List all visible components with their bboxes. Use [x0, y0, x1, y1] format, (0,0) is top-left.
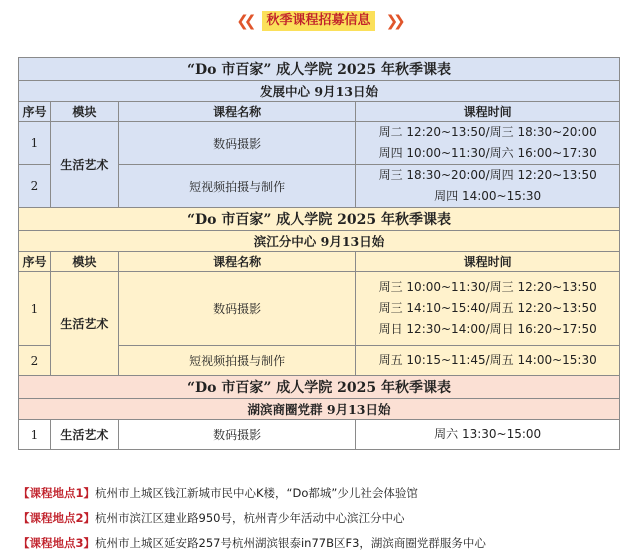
col-header-course: 课程名称 [118, 252, 356, 272]
section-hubin-center [19, 376, 620, 450]
schedule-table [18, 57, 620, 450]
row-times [356, 165, 620, 208]
section-center: 湖滨商圈党群 9月13日始 [19, 399, 620, 420]
time-slot: 周四 14:00~15:30 [434, 189, 542, 203]
row-no: 1 [19, 122, 51, 165]
time-slot: 周三 10:00~11:30/周三 12:20~13:50 [378, 280, 597, 294]
row-course: 短视频拍摄与制作 [118, 346, 356, 376]
row-times [356, 346, 620, 376]
section-development-center [19, 58, 620, 208]
table-header-row [19, 102, 620, 122]
page-header [0, 10, 637, 32]
page-title: 秋季课程招募信息 [262, 11, 374, 31]
time-slot: 周六 13:30~15:00 [434, 427, 542, 441]
row-times [356, 420, 620, 450]
time-slot: 周日 12:30~14:00/周日 16:20~17:50 [378, 322, 597, 336]
row-course: 数码摄影 [118, 122, 356, 165]
section-title: “Do 市百家” 成人学院 2025 年秋季课表 [19, 208, 620, 231]
row-no: 2 [19, 165, 51, 208]
row-times [356, 272, 620, 346]
location-address: 杭州市滨江区建业路950号，杭州青少年活动中心滨江分中心 [95, 511, 405, 525]
row-module: 生活艺术 [50, 272, 118, 376]
row-module: 生活艺术 [50, 420, 118, 450]
row-course: 数码摄影 [118, 272, 356, 346]
table-header-row [19, 252, 620, 272]
location-label: 【课程地点3】 [18, 536, 96, 550]
row-no: 1 [19, 272, 51, 346]
time-slot: 周五 10:15~11:45/周五 14:00~15:30 [378, 353, 597, 367]
row-course: 短视频拍摄与制作 [118, 165, 356, 208]
col-header-no: 序号 [19, 252, 51, 272]
row-no: 2 [19, 346, 51, 376]
row-times [356, 122, 620, 165]
col-header-time: 课程时间 [356, 102, 620, 122]
section-title: “Do 市百家” 成人学院 2025 年秋季课表 [19, 376, 620, 399]
location-note [18, 484, 628, 509]
row-course: 数码摄影 [118, 420, 356, 450]
location-note [18, 534, 628, 559]
row-no: 1 [19, 420, 51, 450]
location-note [18, 509, 628, 534]
time-slot: 周三 14:10~15:40/周五 12:20~13:50 [378, 301, 597, 315]
location-notes [18, 484, 628, 559]
table-row [19, 420, 620, 450]
col-header-time: 课程时间 [356, 252, 620, 272]
section-binjiang-center [19, 208, 620, 376]
location-label: 【课程地点2】 [18, 511, 96, 525]
location-address: 杭州市上城区钱江新城市民中心K楼，“Do都城”少儿社会体验馆 [95, 486, 418, 500]
location-address: 杭州市上城区延安路257号杭州湖滨银泰in77B区F3，湖滨商圈党群服务中心 [95, 536, 486, 550]
col-header-course: 课程名称 [118, 102, 356, 122]
chevron-right-icon: ❯❯ [385, 11, 401, 30]
section-center: 发展中心 9月13日始 [19, 81, 620, 102]
chevron-left-icon: ❮❮ [236, 11, 252, 30]
time-slot: 周四 10:00~11:30/周六 16:00~17:30 [378, 146, 597, 160]
col-header-module: 模块 [50, 102, 118, 122]
table-row [19, 272, 620, 346]
table-row [19, 122, 620, 165]
time-slot: 周二 12:20~13:50/周三 18:30~20:00 [378, 125, 597, 139]
col-header-no: 序号 [19, 102, 51, 122]
time-slot: 周三 18:30~20:00/周四 12:20~13:50 [378, 168, 597, 182]
row-module: 生活艺术 [50, 122, 118, 208]
section-center: 滨江分中心 9月13日始 [19, 231, 620, 252]
col-header-module: 模块 [50, 252, 118, 272]
location-label: 【课程地点1】 [18, 486, 96, 500]
section-title: “Do 市百家” 成人学院 2025 年秋季课表 [19, 58, 620, 81]
